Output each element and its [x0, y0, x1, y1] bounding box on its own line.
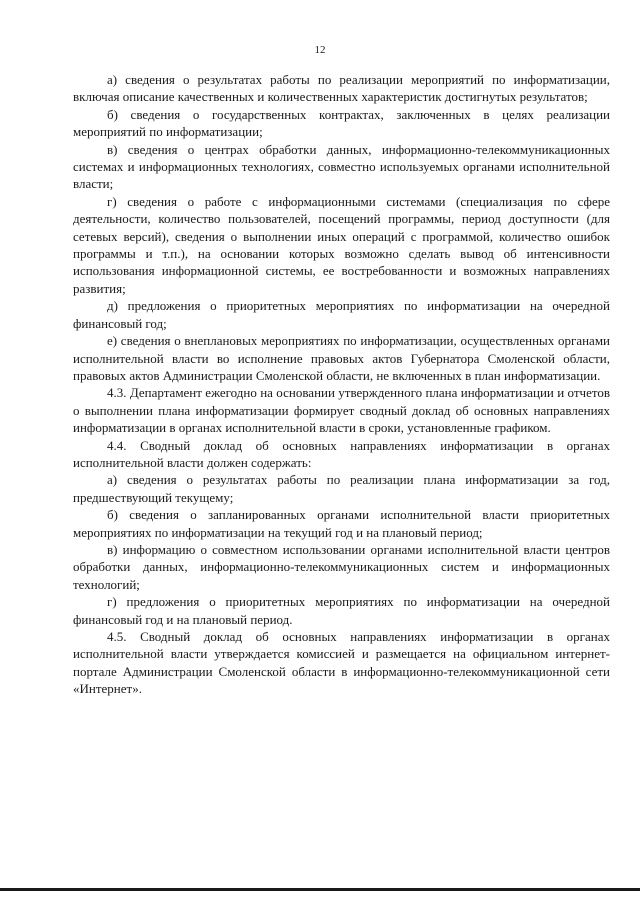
- paragraph-section-4-4: 4.4. Сводный доклад об основных направлениях информатизации в органах исполнительной власти должен содержать:: [73, 437, 610, 470]
- paragraph-list-item-g: г) сведения о работе с информационными системами (специализация по сфере деятельности, количество пользователей, посещений программы, период доступности (для сетевых версий), сведения о выполнении иных операций с программой, количество ошибок программы и т.п.), на основании которых возможно сделать вывод об интенсивности использования информационной системы, ее востребованности и возможных направлениях развития;: [73, 193, 610, 296]
- page-number: 12: [314, 44, 326, 56]
- paragraph-report-item-a: а) сведения о результатах работы по реализации плана информатизации за год, предшествующий текущему;: [73, 472, 610, 505]
- paragraph-report-item-v: в) информацию о совместном использовании органами исполнительной власти центров обработки данных, информационно-телекоммуникационных систем и информационных технологий;: [73, 541, 610, 592]
- paragraph-section-4-5: 4.5. Сводный доклад об основных направлениях информатизации в органах исполнительной власти утверждается комиссией и размещается на официальном интернет-портале Администрации Смоленской области в информационно-телекоммуникационной сети «Интернет».: [73, 629, 610, 697]
- document-body: [73, 71, 610, 698]
- paragraph-list-item-v: в) сведения о центрах обработки данных, информационно-телекоммуникационных системах и информационных технологиях, совместно используемых органами исполнительной власти;: [73, 141, 610, 192]
- paragraph-list-item-d: д) предложения о приоритетных мероприятиях по информатизации на очередной финансовый год;: [73, 298, 610, 331]
- paragraph-list-item-e: е) сведения о внеплановых мероприятиях по информатизации, осуществленных органами исполнительной власти во исполнение правовых актов Губернатора Смоленской области, правовых актов Администрации Смоленской области, не включенных в план информатизации.: [73, 333, 610, 383]
- paragraph-section-4-3: 4.3. Департамент ежегодно на основании утвержденного плана информатизации и отчетов о выполнении плана информатизации формирует сводный доклад об основных направлениях информатизации в органах исполнительной власти в сроки, установленные графиком.: [73, 385, 610, 436]
- paragraph-list-item-b: б) сведения о государственных контрактах, заключенных в целях реализации мероприятий по информатизации;: [73, 106, 610, 140]
- paragraph-report-item-b: б) сведения о запланированных органами исполнительной власти приоритетных мероприятиях по информатизации на текущий год и на плановый период;: [73, 507, 610, 540]
- paragraph-report-item-g: г) предложения о приоритетных мероприятиях по информатизации на очередной финансовый год и на плановый период.: [73, 594, 610, 627]
- bottom-divider: [0, 888, 640, 891]
- paragraph-list-item-a: а) сведения о результатах работы по реализации мероприятий по информатизации, включая описание качественных и количественных характеристик достигнутых результатов;: [73, 72, 610, 105]
